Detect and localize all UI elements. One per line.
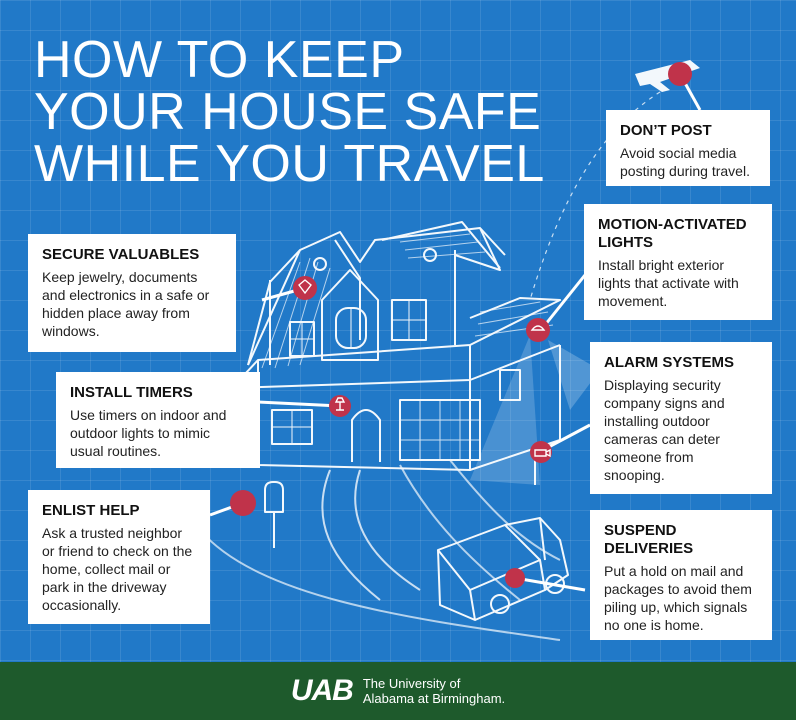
tip-card-enlist-help xyxy=(28,490,210,624)
security-light-marker xyxy=(526,318,550,342)
tip-heading: ENLIST HELP xyxy=(42,502,140,519)
title-line-3: WHILE YOU TRAVEL xyxy=(34,135,545,193)
tip-text: Put a hold on mail and packages to avoid them piling up, which signals no one is home. xyxy=(604,563,752,633)
tip-card-suspend-deliveries xyxy=(590,510,772,640)
tip-text: Avoid social media posting during travel. xyxy=(620,145,750,179)
tip-card-motion-lights xyxy=(584,204,772,320)
tip-text: Displaying security company signs and installing outdoor cameras can deter someone from snooping. xyxy=(604,377,725,483)
camera-marker xyxy=(530,441,552,463)
tip-card-install-timers xyxy=(56,372,260,468)
page-title xyxy=(34,31,545,193)
tip-text: Install bright exterior lights that activate with movement. xyxy=(598,257,739,309)
tip-card-secure-valuables xyxy=(28,234,236,352)
tip-heading: INSTALL TIMERS xyxy=(70,384,193,401)
camera-icon xyxy=(535,450,550,456)
university-name xyxy=(363,676,505,706)
title-line-2: YOUR HOUSE SAFE xyxy=(34,83,542,141)
lamp-icon xyxy=(336,398,344,410)
lamp-marker xyxy=(329,395,351,417)
tip-heading: SECURE VALUABLES xyxy=(42,246,200,263)
tip-heading: MOTION-ACTIVATED LIGHTS xyxy=(598,216,747,251)
tip-text: Ask a trusted neighbor or friend to check on the home, collect mail or park in the driveway occasionally. xyxy=(42,525,193,613)
truck-marker xyxy=(505,568,525,588)
diamond-icon xyxy=(299,280,311,293)
footer-bar xyxy=(0,662,796,720)
university-name-line-2: Alabama at Birmingham. xyxy=(362,691,506,706)
security-light-icon xyxy=(532,326,544,330)
mailbox-marker xyxy=(230,490,256,516)
tip-text: Use timers on indoor and outdoor lights to mimic usual routines. xyxy=(70,407,227,459)
tip-card-alarm-systems xyxy=(590,342,772,494)
university-name-line-1: The University of xyxy=(362,676,461,691)
tip-text: Keep jewelry, documents and electronics in a safe or hidden place away from windows. xyxy=(42,269,210,339)
tip-card-dont-post xyxy=(606,110,770,186)
uab-logo: UAB xyxy=(290,674,353,707)
tip-heading: ALARM SYSTEMS xyxy=(604,354,735,371)
diamond-marker xyxy=(293,276,317,300)
tip-heading: SUSPEND DELIVERIES xyxy=(604,522,694,557)
title-line-1: HOW TO KEEP xyxy=(34,31,405,89)
tip-heading: DON’T POST xyxy=(620,122,712,139)
airplane-marker xyxy=(668,62,692,86)
